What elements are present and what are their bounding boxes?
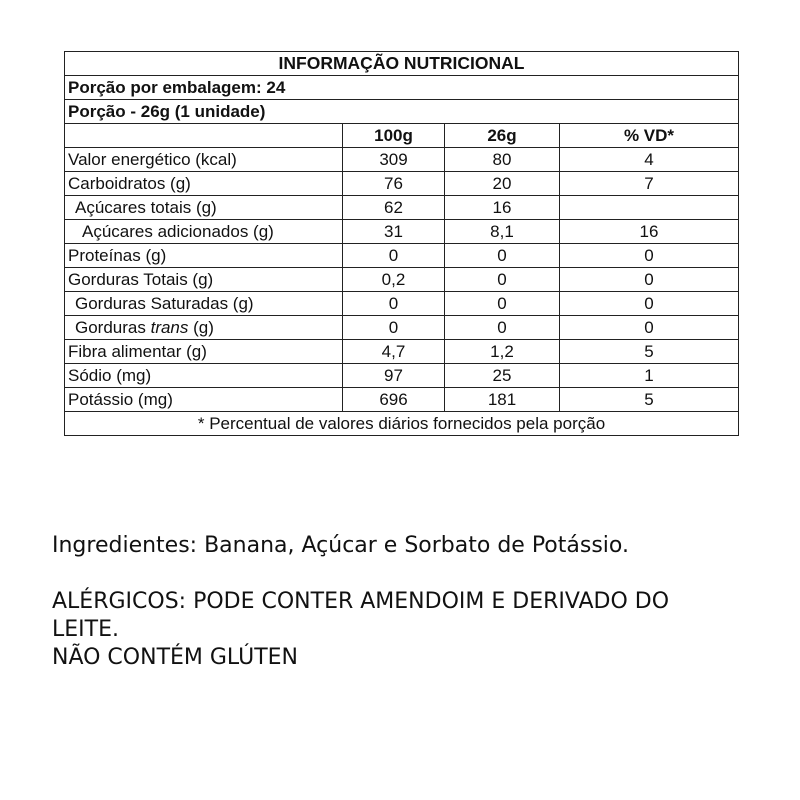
table-row — [65, 244, 739, 268]
nutrient-label: Gorduras trans (g) — [65, 316, 343, 340]
product-info — [52, 532, 772, 672]
value-vd — [560, 196, 739, 220]
table-row — [65, 316, 739, 340]
value-26g: 8,1 — [445, 220, 560, 244]
value-vd: 4 — [560, 148, 739, 172]
allergens-text-line1: ALÉRGICOS: PODE CONTER AMENDOIM E DERIVADO DO — [52, 589, 670, 614]
nutrient-label: Proteínas (g) — [65, 244, 343, 268]
nutrient-label: Açúcares adicionados (g) — [65, 220, 343, 244]
nutrient-label: Valor energético (kcal) — [65, 148, 343, 172]
value-100g: 76 — [343, 172, 445, 196]
servings-per-package: Porção por embalagem: 24 — [65, 76, 739, 100]
header-blank — [65, 124, 343, 148]
value-100g: 0,2 — [343, 268, 445, 292]
value-26g: 80 — [445, 148, 560, 172]
header-100g: 100g — [343, 124, 445, 148]
value-26g: 0 — [445, 268, 560, 292]
table-row — [65, 364, 739, 388]
table-footnote: * Percentual de valores diários fornecidos pela porção — [65, 412, 739, 436]
value-100g: 0 — [343, 316, 445, 340]
value-vd: 5 — [560, 340, 739, 364]
nutrition-facts-table — [64, 51, 739, 436]
nutrient-label: Potássio (mg) — [65, 388, 343, 412]
nutrient-label: Gorduras Saturadas (g) — [65, 292, 343, 316]
value-26g: 20 — [445, 172, 560, 196]
table-row — [65, 340, 739, 364]
value-26g: 0 — [445, 244, 560, 268]
value-vd: 0 — [560, 292, 739, 316]
value-100g: 0 — [343, 244, 445, 268]
serving-size: Porção - 26g (1 unidade) — [65, 100, 739, 124]
value-26g: 16 — [445, 196, 560, 220]
value-vd: 0 — [560, 316, 739, 340]
allergens-text-line2: LEITE. — [52, 617, 119, 642]
table-row — [65, 292, 739, 316]
nutrient-label: Carboidratos (g) — [65, 172, 343, 196]
value-100g: 62 — [343, 196, 445, 220]
value-26g: 25 — [445, 364, 560, 388]
table-row — [65, 388, 739, 412]
value-26g: 0 — [445, 316, 560, 340]
value-vd: 7 — [560, 172, 739, 196]
value-100g: 309 — [343, 148, 445, 172]
ingredients-text: Ingredientes: Banana, Açúcar e Sorbato de Potássio. — [52, 533, 629, 558]
header-vd: % VD* — [560, 124, 739, 148]
value-vd: 0 — [560, 244, 739, 268]
value-100g: 4,7 — [343, 340, 445, 364]
table-row — [65, 220, 739, 244]
header-26g: 26g — [445, 124, 560, 148]
table-row — [65, 172, 739, 196]
nutrient-label: Açúcares totais (g) — [65, 196, 343, 220]
nutrient-label: Sódio (mg) — [65, 364, 343, 388]
table-row — [65, 268, 739, 292]
value-100g: 31 — [343, 220, 445, 244]
gluten-statement: NÃO CONTÉM GLÚTEN — [52, 645, 298, 670]
nutrient-label: Gorduras Totais (g) — [65, 268, 343, 292]
value-26g: 1,2 — [445, 340, 560, 364]
value-100g: 0 — [343, 292, 445, 316]
value-vd: 5 — [560, 388, 739, 412]
value-26g: 0 — [445, 292, 560, 316]
value-vd: 16 — [560, 220, 739, 244]
table-row — [65, 196, 739, 220]
nutrient-label: Fibra alimentar (g) — [65, 340, 343, 364]
value-100g: 696 — [343, 388, 445, 412]
value-vd: 1 — [560, 364, 739, 388]
table-row — [65, 148, 739, 172]
table-header-row — [65, 124, 739, 148]
value-100g: 97 — [343, 364, 445, 388]
table-title: INFORMAÇÃO NUTRICIONAL — [65, 52, 739, 76]
value-26g: 181 — [445, 388, 560, 412]
value-vd: 0 — [560, 268, 739, 292]
